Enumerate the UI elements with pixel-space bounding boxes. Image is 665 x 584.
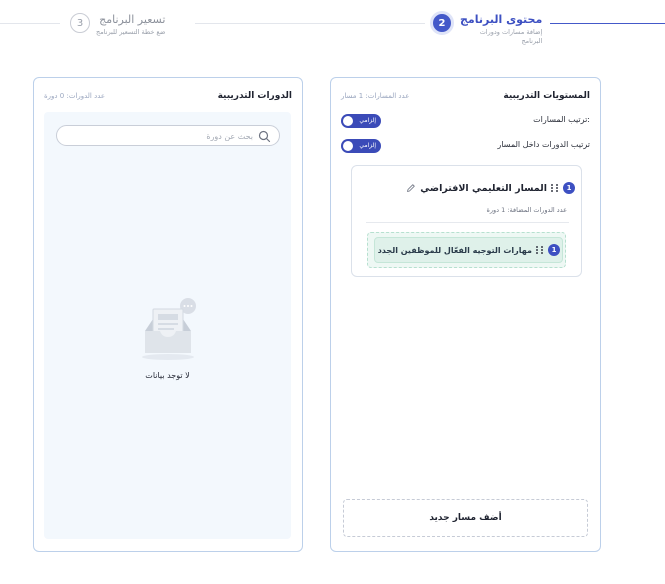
course-number-badge: 1 [548,244,560,256]
path-number-badge: 1 [563,182,575,194]
panel-header [44,91,292,105]
panel-title: الدورات التدريبية [217,91,292,101]
empty-state-text: لا توجد بيانات [145,371,190,380]
setting-courses-order [341,139,590,153]
step-subtitle: ضع خطة التسعير للبرنامج [96,28,166,36]
courses-order-toggle[interactable] [341,139,381,153]
program-stepper [0,0,665,70]
toggle-knob [343,141,353,151]
drag-handle-icon[interactable] [551,182,559,194]
course-search-box[interactable] [56,125,280,146]
pencil-icon[interactable] [406,183,416,193]
add-path-button[interactable]: أضف مسار جديد [343,499,588,537]
step-number-badge: 3 [70,13,90,33]
path-title: المسار التعليمي الافتراضي [420,182,547,194]
stepper-line-middle [195,23,425,24]
course-search-input[interactable] [67,129,253,143]
step-number-badge: 2 [430,11,454,35]
step-subtitle: إضافة مسارات ودورات البرنامج [479,28,543,45]
search-icon [258,130,271,143]
panel-header [341,91,590,105]
setting-label: ترتيب المسارات: [533,115,590,124]
learning-path-card[interactable] [351,165,582,277]
step-pricing[interactable] [70,13,165,37]
paths-order-toggle[interactable] [341,114,381,128]
step-title: محتوى البرنامج [460,13,543,26]
step-title: تسعير البرنامج [99,13,166,26]
training-levels-panel [330,77,601,552]
stepper-line-right-active [550,23,665,24]
stepper-line-left [0,23,60,24]
empty-state [44,297,291,380]
panel-title: المستويات التدريبية [503,91,590,101]
setting-label: ترتيب الدورات داخل المسار [497,140,590,149]
path-header [406,181,575,195]
empty-inbox-icon [133,297,203,363]
toggle-label: إلزامي [359,117,376,124]
setting-paths-order [341,114,590,128]
course-item[interactable] [374,237,563,263]
path-courses-count: عدد الدورات المضافة: 1 دورة [486,206,567,214]
course-drop-zone [367,232,566,268]
toggle-knob [343,116,353,126]
courses-list-area [44,112,291,539]
training-courses-panel [33,77,303,552]
courses-count: عدد الدورات: 0 دورة [44,92,106,100]
course-title: مهارات التوجيه الفعّال للموظفين الجدد [377,245,532,255]
step-content[interactable] [430,13,542,46]
divider [366,222,569,223]
toggle-label: إلزامي [359,142,376,149]
drag-handle-icon[interactable] [536,244,544,256]
paths-count: عدد المسارات: 1 مسار [341,92,410,100]
